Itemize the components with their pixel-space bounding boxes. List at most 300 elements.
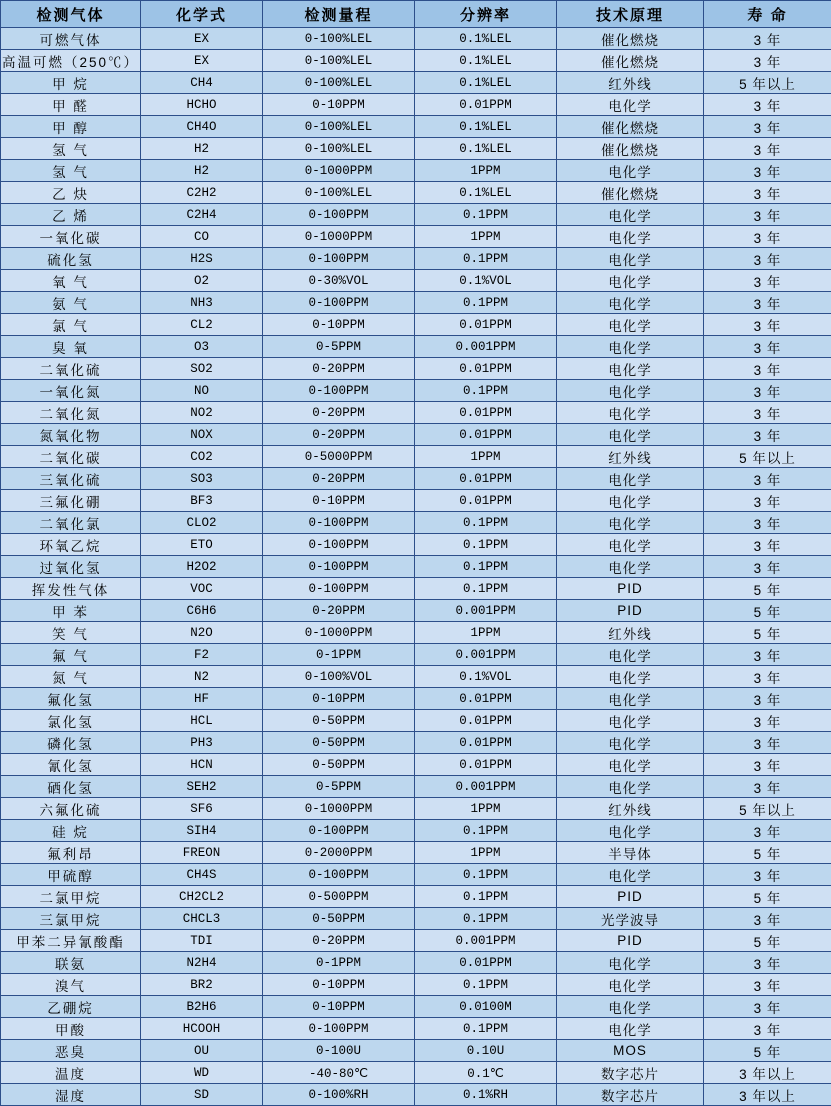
- cell-resolution: 0.01PPM: [415, 754, 557, 776]
- cell-resolution: 0.1PPM: [415, 380, 557, 402]
- cell-gas-name: 乙硼烷: [1, 996, 141, 1018]
- cell-principle: 电化学: [557, 336, 704, 358]
- table-row: [1, 776, 831, 798]
- cell-formula: NO: [141, 380, 263, 402]
- cell-range: 0-20PPM: [263, 930, 415, 952]
- cell-range: -40-80℃: [263, 1062, 415, 1084]
- cell-gas-name: 氯 气: [1, 314, 141, 336]
- column-header-life: 寿 命: [704, 1, 831, 28]
- cell-range: 0-100%RH: [263, 1084, 415, 1106]
- cell-range: 0-5000PPM: [263, 446, 415, 468]
- cell-principle: 电化学: [557, 380, 704, 402]
- table-row: [1, 358, 831, 380]
- cell-life: 3 年: [704, 292, 831, 314]
- cell-resolution: 1PPM: [415, 622, 557, 644]
- cell-life: 3 年: [704, 28, 831, 50]
- cell-resolution: 0.01PPM: [415, 688, 557, 710]
- cell-principle: 电化学: [557, 556, 704, 578]
- cell-life: 5 年: [704, 622, 831, 644]
- cell-life: 3 年: [704, 688, 831, 710]
- cell-formula: H2: [141, 160, 263, 182]
- cell-resolution: 0.001PPM: [415, 336, 557, 358]
- cell-resolution: 0.01PPM: [415, 490, 557, 512]
- cell-range: 0-1000PPM: [263, 160, 415, 182]
- cell-gas-name: 氧 气: [1, 270, 141, 292]
- cell-formula: TDI: [141, 930, 263, 952]
- cell-range: 0-1000PPM: [263, 622, 415, 644]
- cell-gas-name: 联氨: [1, 952, 141, 974]
- cell-range: 0-10PPM: [263, 996, 415, 1018]
- cell-gas-name: 可燃气体: [1, 28, 141, 50]
- cell-gas-name: 氯化氢: [1, 710, 141, 732]
- cell-formula: CO2: [141, 446, 263, 468]
- cell-formula: O2: [141, 270, 263, 292]
- cell-principle: 红外线: [557, 446, 704, 468]
- cell-life: 3 年: [704, 1018, 831, 1040]
- cell-range: 0-20PPM: [263, 358, 415, 380]
- cell-life: 3 年: [704, 94, 831, 116]
- cell-range: 0-100PPM: [263, 380, 415, 402]
- cell-formula: C2H4: [141, 204, 263, 226]
- cell-formula: HCOOH: [141, 1018, 263, 1040]
- table-row: [1, 50, 831, 72]
- cell-formula: BF3: [141, 490, 263, 512]
- cell-range: 0-50PPM: [263, 710, 415, 732]
- cell-resolution: 0.1PPM: [415, 248, 557, 270]
- cell-resolution: 0.1PPM: [415, 534, 557, 556]
- column-header-range: 检测量程: [263, 1, 415, 28]
- cell-life: 3 年: [704, 732, 831, 754]
- cell-gas-name: 二氧化碳: [1, 446, 141, 468]
- cell-resolution: 0.01PPM: [415, 314, 557, 336]
- cell-gas-name: 硅 烷: [1, 820, 141, 842]
- cell-life: 3 年: [704, 490, 831, 512]
- cell-principle: 电化学: [557, 160, 704, 182]
- cell-formula: SO3: [141, 468, 263, 490]
- cell-principle: 电化学: [557, 270, 704, 292]
- cell-gas-name: 臭 氧: [1, 336, 141, 358]
- table-row: [1, 94, 831, 116]
- cell-life: 3 年: [704, 226, 831, 248]
- cell-resolution: 0.001PPM: [415, 930, 557, 952]
- cell-life: 3 年: [704, 402, 831, 424]
- cell-formula: B2H6: [141, 996, 263, 1018]
- cell-gas-name: 二氧化氮: [1, 402, 141, 424]
- cell-range: 0-100PPM: [263, 292, 415, 314]
- cell-life: 3 年: [704, 182, 831, 204]
- cell-life: 3 年: [704, 270, 831, 292]
- table-row: [1, 710, 831, 732]
- cell-formula: F2: [141, 644, 263, 666]
- table-body: [1, 28, 831, 1106]
- cell-gas-name: 氮氧化物: [1, 424, 141, 446]
- cell-life: 3 年: [704, 534, 831, 556]
- cell-gas-name: 二氧化硫: [1, 358, 141, 380]
- table-row: [1, 1084, 831, 1106]
- cell-principle: 电化学: [557, 204, 704, 226]
- column-header-gas: 检测气体: [1, 1, 141, 28]
- cell-life: 3 年: [704, 160, 831, 182]
- cell-principle: 红外线: [557, 622, 704, 644]
- cell-gas-name: 二氧化氯: [1, 512, 141, 534]
- cell-formula: SF6: [141, 798, 263, 820]
- cell-gas-name: 六氟化硫: [1, 798, 141, 820]
- cell-life: 5 年: [704, 1040, 831, 1062]
- cell-resolution: 0.0100M: [415, 996, 557, 1018]
- cell-gas-name: 氰化氢: [1, 754, 141, 776]
- cell-principle: 电化学: [557, 688, 704, 710]
- table-row: [1, 556, 831, 578]
- header-row: [1, 1, 831, 28]
- cell-gas-name: 溴气: [1, 974, 141, 996]
- table-row: [1, 160, 831, 182]
- cell-resolution: 0.1PPM: [415, 204, 557, 226]
- cell-gas-name: 湿度: [1, 1084, 141, 1106]
- cell-resolution: 0.1%LEL: [415, 182, 557, 204]
- cell-life: 3 年: [704, 138, 831, 160]
- cell-formula: HF: [141, 688, 263, 710]
- cell-range: 0-30%VOL: [263, 270, 415, 292]
- cell-formula: CH4: [141, 72, 263, 94]
- cell-principle: 电化学: [557, 402, 704, 424]
- cell-resolution: 1PPM: [415, 798, 557, 820]
- table-row: [1, 908, 831, 930]
- cell-formula: NOX: [141, 424, 263, 446]
- cell-gas-name: 氟化氢: [1, 688, 141, 710]
- cell-range: 0-100%LEL: [263, 138, 415, 160]
- cell-resolution: 0.1PPM: [415, 820, 557, 842]
- table-row: [1, 798, 831, 820]
- cell-resolution: 0.001PPM: [415, 644, 557, 666]
- table-row: [1, 974, 831, 996]
- cell-principle: 电化学: [557, 226, 704, 248]
- cell-principle: 催化燃烧: [557, 50, 704, 72]
- cell-gas-name: 二氯甲烷: [1, 886, 141, 908]
- cell-principle: 电化学: [557, 666, 704, 688]
- table-header: [1, 1, 831, 28]
- cell-resolution: 0.1%LEL: [415, 72, 557, 94]
- cell-gas-name: 三氟化硼: [1, 490, 141, 512]
- cell-resolution: 0.1%LEL: [415, 116, 557, 138]
- cell-life: 3 年: [704, 358, 831, 380]
- table-row: [1, 864, 831, 886]
- cell-gas-name: 三氯甲烷: [1, 908, 141, 930]
- cell-formula: SO2: [141, 358, 263, 380]
- table-row: [1, 754, 831, 776]
- cell-range: 0-20PPM: [263, 424, 415, 446]
- cell-resolution: 0.1PPM: [415, 292, 557, 314]
- cell-formula: SD: [141, 1084, 263, 1106]
- cell-formula: PH3: [141, 732, 263, 754]
- cell-gas-name: 环氧乙烷: [1, 534, 141, 556]
- cell-formula: SIH4: [141, 820, 263, 842]
- cell-gas-name: 乙 烯: [1, 204, 141, 226]
- cell-resolution: 0.001PPM: [415, 600, 557, 622]
- cell-range: 0-20PPM: [263, 468, 415, 490]
- table-row: [1, 204, 831, 226]
- cell-life: 3 年: [704, 864, 831, 886]
- table-row: [1, 446, 831, 468]
- table-row: [1, 270, 831, 292]
- cell-principle: 数字芯片: [557, 1084, 704, 1106]
- cell-life: 3 年: [704, 468, 831, 490]
- table-row: [1, 1018, 831, 1040]
- cell-principle: 电化学: [557, 864, 704, 886]
- cell-principle: 电化学: [557, 732, 704, 754]
- cell-resolution: 0.01PPM: [415, 358, 557, 380]
- cell-gas-name: 恶臭: [1, 1040, 141, 1062]
- cell-formula: H2O2: [141, 556, 263, 578]
- cell-range: 0-20PPM: [263, 600, 415, 622]
- cell-gas-name: 氟利昂: [1, 842, 141, 864]
- cell-life: 3 年以上: [704, 1084, 831, 1106]
- cell-gas-name: 氮 气: [1, 666, 141, 688]
- cell-gas-name: 磷化氢: [1, 732, 141, 754]
- cell-life: 5 年: [704, 842, 831, 864]
- cell-principle: 红外线: [557, 72, 704, 94]
- cell-principle: PID: [557, 930, 704, 952]
- cell-life: 5 年以上: [704, 446, 831, 468]
- cell-principle: MOS: [557, 1040, 704, 1062]
- cell-life: 3 年: [704, 754, 831, 776]
- cell-range: 0-1000PPM: [263, 798, 415, 820]
- cell-resolution: 1PPM: [415, 842, 557, 864]
- table-row: [1, 248, 831, 270]
- cell-formula: H2S: [141, 248, 263, 270]
- cell-formula: BR2: [141, 974, 263, 996]
- cell-life: 3 年: [704, 50, 831, 72]
- cell-resolution: 0.1PPM: [415, 974, 557, 996]
- cell-formula: CH4O: [141, 116, 263, 138]
- cell-range: 0-500PPM: [263, 886, 415, 908]
- cell-principle: PID: [557, 578, 704, 600]
- cell-formula: CH2CL2: [141, 886, 263, 908]
- cell-range: 0-1PPM: [263, 952, 415, 974]
- table-row: [1, 996, 831, 1018]
- cell-resolution: 0.01PPM: [415, 424, 557, 446]
- cell-principle: 电化学: [557, 490, 704, 512]
- cell-range: 0-50PPM: [263, 754, 415, 776]
- table-row: [1, 314, 831, 336]
- cell-principle: 电化学: [557, 358, 704, 380]
- cell-principle: 电化学: [557, 292, 704, 314]
- table-row: [1, 688, 831, 710]
- cell-range: 0-1000PPM: [263, 226, 415, 248]
- cell-gas-name: 过氧化氢: [1, 556, 141, 578]
- cell-range: 0-10PPM: [263, 314, 415, 336]
- cell-formula: N2: [141, 666, 263, 688]
- cell-gas-name: 氨 气: [1, 292, 141, 314]
- table-row: [1, 512, 831, 534]
- cell-formula: NO2: [141, 402, 263, 424]
- cell-formula: SEH2: [141, 776, 263, 798]
- table-row: [1, 644, 831, 666]
- table-row: [1, 182, 831, 204]
- cell-resolution: 0.01PPM: [415, 402, 557, 424]
- table-row: [1, 1062, 831, 1084]
- cell-life: 5 年以上: [704, 72, 831, 94]
- cell-life: 5 年: [704, 600, 831, 622]
- cell-resolution: 0.1PPM: [415, 578, 557, 600]
- cell-range: 0-100PPM: [263, 820, 415, 842]
- cell-principle: 电化学: [557, 952, 704, 974]
- cell-life: 3 年: [704, 248, 831, 270]
- cell-resolution: 1PPM: [415, 446, 557, 468]
- cell-range: 0-2000PPM: [263, 842, 415, 864]
- cell-principle: 光学波导: [557, 908, 704, 930]
- cell-principle: 半导体: [557, 842, 704, 864]
- cell-gas-name: 三氧化硫: [1, 468, 141, 490]
- cell-range: 0-10PPM: [263, 688, 415, 710]
- table-row: [1, 424, 831, 446]
- cell-gas-name: 高温可燃（250℃）: [1, 50, 141, 72]
- cell-principle: 电化学: [557, 512, 704, 534]
- cell-gas-name: 挥发性气体: [1, 578, 141, 600]
- cell-principle: 电化学: [557, 974, 704, 996]
- cell-life: 3 年: [704, 336, 831, 358]
- cell-gas-name: 乙 炔: [1, 182, 141, 204]
- cell-range: 0-50PPM: [263, 908, 415, 930]
- cell-resolution: 0.1PPM: [415, 886, 557, 908]
- cell-resolution: 0.001PPM: [415, 776, 557, 798]
- cell-formula: C6H6: [141, 600, 263, 622]
- cell-formula: ETO: [141, 534, 263, 556]
- cell-principle: 电化学: [557, 248, 704, 270]
- cell-formula: N2H4: [141, 952, 263, 974]
- cell-life: 3 年: [704, 666, 831, 688]
- cell-principle: PID: [557, 600, 704, 622]
- cell-principle: 电化学: [557, 94, 704, 116]
- table-row: [1, 952, 831, 974]
- cell-formula: HCN: [141, 754, 263, 776]
- cell-gas-name: 笑 气: [1, 622, 141, 644]
- cell-resolution: 0.01PPM: [415, 952, 557, 974]
- cell-range: 0-100%LEL: [263, 28, 415, 50]
- cell-principle: 电化学: [557, 820, 704, 842]
- column-header-formula: 化学式: [141, 1, 263, 28]
- table-row: [1, 468, 831, 490]
- cell-life: 3 年: [704, 908, 831, 930]
- cell-life: 3 年: [704, 116, 831, 138]
- table-row: [1, 380, 831, 402]
- cell-resolution: 0.1%LEL: [415, 28, 557, 50]
- cell-range: 0-100PPM: [263, 534, 415, 556]
- cell-gas-name: 甲苯二异氰酸酯: [1, 930, 141, 952]
- cell-gas-name: 一氧化碳: [1, 226, 141, 248]
- table-row: [1, 490, 831, 512]
- cell-formula: FREON: [141, 842, 263, 864]
- cell-gas-name: 甲硫醇: [1, 864, 141, 886]
- cell-gas-name: 一氧化氮: [1, 380, 141, 402]
- cell-gas-name: 甲 醛: [1, 94, 141, 116]
- cell-principle: 电化学: [557, 644, 704, 666]
- cell-resolution: 0.1PPM: [415, 908, 557, 930]
- cell-gas-name: 硫化氢: [1, 248, 141, 270]
- cell-life: 5 年: [704, 886, 831, 908]
- cell-principle: 电化学: [557, 776, 704, 798]
- cell-resolution: 0.01PPM: [415, 94, 557, 116]
- cell-gas-name: 甲酸: [1, 1018, 141, 1040]
- cell-principle: 催化燃烧: [557, 182, 704, 204]
- cell-principle: 电化学: [557, 534, 704, 556]
- cell-range: 0-50PPM: [263, 732, 415, 754]
- table-row: [1, 534, 831, 556]
- cell-formula: EX: [141, 50, 263, 72]
- cell-resolution: 0.1%VOL: [415, 270, 557, 292]
- cell-formula: O3: [141, 336, 263, 358]
- cell-gas-name: 氟 气: [1, 644, 141, 666]
- cell-life: 3 年: [704, 314, 831, 336]
- cell-range: 0-5PPM: [263, 336, 415, 358]
- table-row: [1, 666, 831, 688]
- column-header-resolution: 分辨率: [415, 1, 557, 28]
- table-row: [1, 1040, 831, 1062]
- cell-range: 0-20PPM: [263, 402, 415, 424]
- cell-principle: 电化学: [557, 754, 704, 776]
- table-row: [1, 292, 831, 314]
- cell-range: 0-100PPM: [263, 556, 415, 578]
- cell-life: 3 年: [704, 424, 831, 446]
- cell-range: 0-100%LEL: [263, 72, 415, 94]
- cell-range: 0-1PPM: [263, 644, 415, 666]
- cell-life: 3 年: [704, 820, 831, 842]
- cell-formula: CH4S: [141, 864, 263, 886]
- cell-formula: HCHO: [141, 94, 263, 116]
- cell-range: 0-10PPM: [263, 94, 415, 116]
- cell-resolution: 0.01PPM: [415, 468, 557, 490]
- cell-principle: 催化燃烧: [557, 138, 704, 160]
- cell-formula: CL2: [141, 314, 263, 336]
- cell-formula: N2O: [141, 622, 263, 644]
- cell-life: 3 年: [704, 710, 831, 732]
- cell-life: 3 年: [704, 776, 831, 798]
- cell-resolution: 0.10U: [415, 1040, 557, 1062]
- table-row: [1, 28, 831, 50]
- cell-range: 0-5PPM: [263, 776, 415, 798]
- cell-life: 3 年: [704, 644, 831, 666]
- table-row: [1, 116, 831, 138]
- cell-resolution: 0.1PPM: [415, 512, 557, 534]
- cell-resolution: 0.1PPM: [415, 1018, 557, 1040]
- cell-resolution: 0.1%VOL: [415, 666, 557, 688]
- cell-range: 0-10PPM: [263, 974, 415, 996]
- cell-gas-name: 甲 醇: [1, 116, 141, 138]
- table-row: [1, 336, 831, 358]
- cell-life: 5 年: [704, 930, 831, 952]
- cell-life: 3 年以上: [704, 1062, 831, 1084]
- cell-principle: 电化学: [557, 996, 704, 1018]
- cell-resolution: 1PPM: [415, 226, 557, 248]
- cell-life: 3 年: [704, 952, 831, 974]
- cell-formula: CO: [141, 226, 263, 248]
- cell-formula: VOC: [141, 578, 263, 600]
- cell-range: 0-100U: [263, 1040, 415, 1062]
- cell-formula: WD: [141, 1062, 263, 1084]
- table-row: [1, 930, 831, 952]
- cell-gas-name: 氢 气: [1, 160, 141, 182]
- cell-principle: 催化燃烧: [557, 28, 704, 50]
- cell-resolution: 0.01PPM: [415, 710, 557, 732]
- cell-principle: 催化燃烧: [557, 116, 704, 138]
- cell-life: 3 年: [704, 380, 831, 402]
- cell-range: 0-100PPM: [263, 578, 415, 600]
- cell-gas-name: 温度: [1, 1062, 141, 1084]
- cell-resolution: 0.1PPM: [415, 556, 557, 578]
- cell-formula: C2H2: [141, 182, 263, 204]
- cell-formula: H2: [141, 138, 263, 160]
- cell-principle: 红外线: [557, 798, 704, 820]
- table-row: [1, 886, 831, 908]
